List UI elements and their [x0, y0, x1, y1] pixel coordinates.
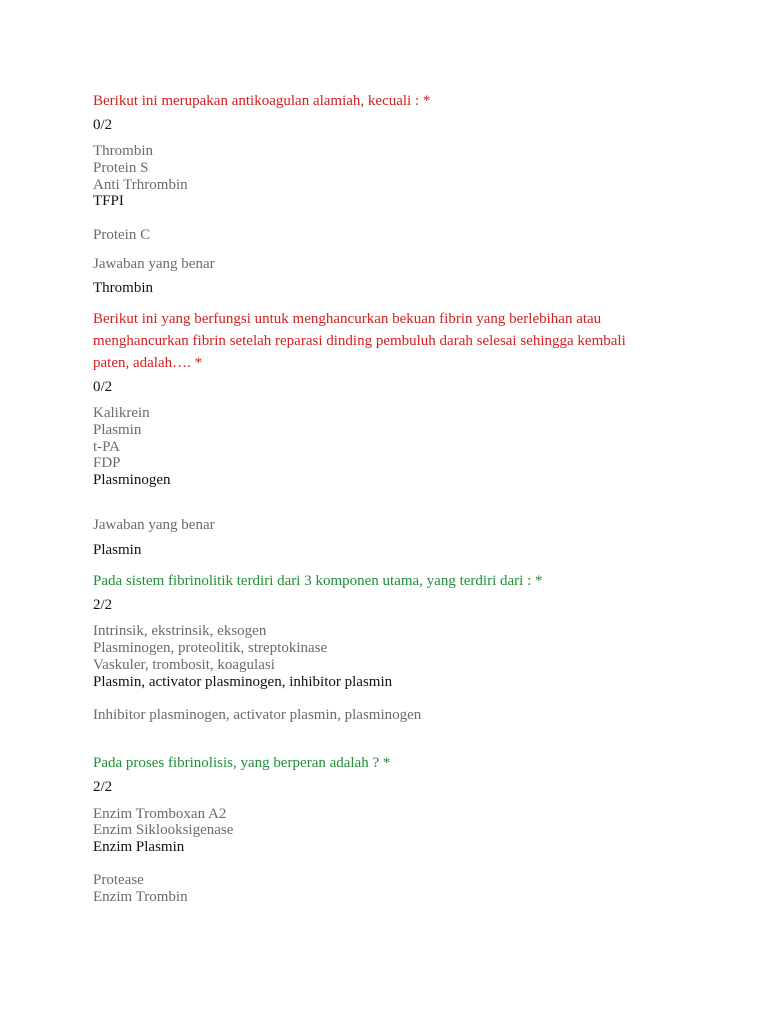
question-1-score: 0/2: [93, 117, 113, 133]
question-4-option-4: Protease: [93, 872, 144, 888]
question-2-option-2: Plasmin: [93, 422, 142, 438]
question-1-text: Berikut ini merupakan antikoagulan alamiah, kecuali : *: [93, 93, 431, 109]
question-4-option-1: Enzim Tromboxan A2: [93, 806, 227, 822]
question-1-option-4-selected: TFPI: [93, 193, 124, 209]
question-1-option-3: Anti Trhrombin: [93, 177, 188, 193]
question-1-correct-label: Jawaban yang benar: [93, 256, 215, 272]
question-3-option-2: Plasminogen, proteolitik, streptokinase: [93, 640, 328, 656]
question-4-option-3-selected: Enzim Plasmin: [93, 839, 185, 855]
question-3-option-4-selected: Plasmin, activator plasminogen, inhibitor plasmin: [93, 674, 393, 690]
question-4-text: Pada proses fibrinolisis, yang berperan adalah ? *: [93, 755, 391, 771]
question-4-score: 2/2: [93, 779, 113, 795]
question-2-option-3: t-PA: [93, 439, 120, 455]
question-1-option-5: Protein C: [93, 227, 151, 243]
question-3-score: 2/2: [93, 597, 113, 613]
question-3-option-1: Intrinsik, ekstrinsik, eksogen: [93, 623, 267, 639]
question-2-text-line-3: paten, adalah…. *: [93, 355, 203, 371]
question-1-correct-answer: Thrombin: [93, 280, 153, 296]
question-2-text-line-2: menghancurkan fibrin setelah reparasi dinding pembuluh darah selesai sehingga kembali: [93, 333, 626, 349]
question-2-option-4: FDP: [93, 455, 121, 471]
question-1-option-2: Protein S: [93, 160, 149, 176]
question-3-text: Pada sistem fibrinolitik terdiri dari 3 komponen utama, yang terdiri dari : *: [93, 573, 543, 589]
question-4-option-2: Enzim Siklooksigenase: [93, 822, 234, 838]
question-3-option-5: Inhibitor plasminogen, activator plasmin, plasminogen: [93, 707, 422, 723]
question-2-correct-label: Jawaban yang benar: [93, 517, 215, 533]
question-2-score: 0/2: [93, 379, 113, 395]
question-2-text-line-1: Berikut ini yang berfungsi untuk menghancurkan bekuan fibrin yang berlebihan atau: [93, 311, 602, 327]
question-4-option-5: Enzim Trombin: [93, 889, 188, 905]
question-3-option-3: Vaskuler, trombosit, koagulasi: [93, 657, 275, 673]
question-2-option-1: Kalikrein: [93, 405, 150, 421]
question-2-correct-answer: Plasmin: [93, 542, 142, 558]
question-1-option-1: Thrombin: [93, 143, 153, 159]
question-2-option-5-selected: Plasminogen: [93, 472, 171, 488]
